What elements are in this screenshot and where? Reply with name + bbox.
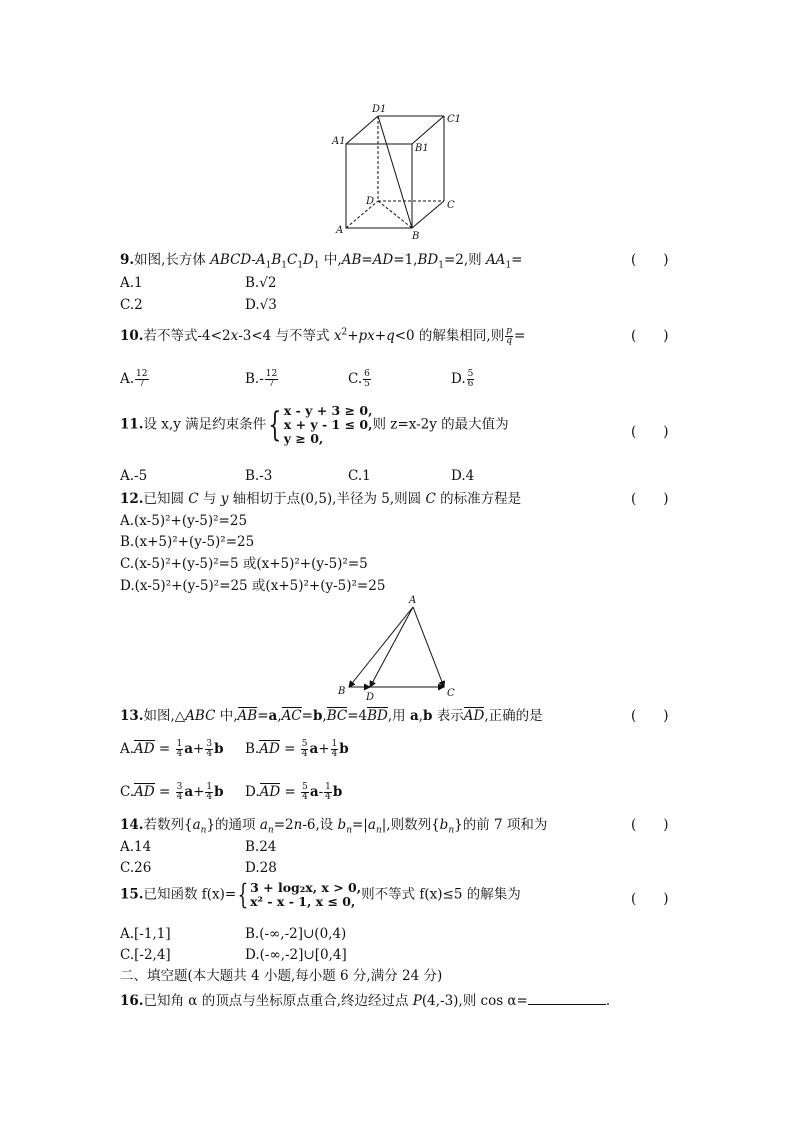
question-11: 11.设 x,y 满足约束条件{ x - y + 3 ≥ 0, x + y - 1 ≤ 0, y ≥ 0, 则 z=x-2y 的最大值为 — [120, 403, 509, 446]
question-9: 9.如图,长方体 ABCD-$A_1B_1C_1D_1$ 中$,AB=AD=1,BD_1=2$,则 $AA_1=$ — [120, 252, 523, 271]
vector-AC — [413, 607, 444, 687]
label-A: A — [409, 595, 417, 606]
label-B: B — [338, 686, 346, 697]
q13-option-d: D.AD = $\frac{5}{4}$ a- $\frac{1}{4}$ b — [245, 782, 343, 802]
question-10: 10.若不等式-4<2x-3<4 与不等式 $x^2+px+q<0$ 的解集相同,则 $\frac{p}{q}$ = — [120, 326, 526, 346]
answer-paren-15: ( ) — [631, 891, 669, 907]
answer-paren-9: ( ) — [631, 252, 669, 268]
q14-option-d: D.28 — [245, 860, 277, 876]
q11-option-b: B.-3 — [245, 468, 273, 484]
q9-option-c: C.2 — [120, 297, 143, 313]
label-D: D — [366, 196, 375, 207]
question-12: 12.已知圆 C 与 y 轴相切于点(0,5),半径为 5,则圆 C 的标准方程是 — [120, 491, 522, 507]
q11-option-a: A.-5 — [120, 468, 148, 484]
label-D1: D1 — [372, 104, 387, 115]
q10-option-d: D. $\frac{5}{6}$ — [451, 369, 474, 389]
cuboid-figure — [328, 100, 468, 240]
q14-option-b: B.24 — [245, 839, 277, 855]
question-15: 15.已知函数 f(x)={ 3 + log₂x, x > 0, x² - x - 1, x ≤ 0, 则不等式 f(x)≤5 的解集为 — [120, 878, 521, 911]
answer-blank-16[interactable] — [528, 991, 606, 1005]
q9-option-d: D.√3 — [245, 297, 277, 313]
q14-option-a: A.14 — [120, 839, 152, 855]
label-B1: B1 — [415, 143, 429, 154]
q11-option-d: D.4 — [451, 468, 475, 484]
answer-paren-13: ( ) — [631, 708, 669, 724]
question-13: 13.如图,△ABC 中,AB=a,AC=b,BC=4BD,用 a,b 表示AD,正确的是 — [120, 708, 543, 724]
label-A1: A1 — [332, 136, 346, 147]
answer-paren-12: ( ) — [631, 491, 669, 507]
label-C1: C1 — [447, 114, 462, 125]
q15-option-a: A.[-1,1] — [120, 926, 171, 942]
answer-paren-11: ( ) — [631, 424, 669, 440]
triangle-figure — [334, 594, 464, 704]
label-B: B — [412, 231, 420, 240]
vector-AD — [370, 607, 413, 687]
q12-option-a: A.(x-5)²+(y-5)²=25 — [120, 513, 248, 529]
q12-option-c: C.(x-5)²+(y-5)²=5 或(x+5)²+(y-5)²=5 — [120, 556, 368, 572]
section-title-fill-in: 二、填空题(本大题共 4 小题,每小题 6 分,满分 24 分) — [120, 968, 443, 984]
q10-option-a: A. $\frac{12}{7}$ — [120, 369, 148, 389]
label-C: C — [447, 200, 455, 211]
q12-option-d: D.(x-5)²+(y-5)²=25 或(x+5)²+(y-5)²=25 — [120, 578, 386, 594]
vector-AB — [349, 607, 413, 687]
label-D: D — [366, 692, 375, 703]
q13-option-b: B.AD = $\frac{5}{4}$ a+ $\frac{1}{4}$ b — [245, 739, 349, 759]
q11-option-c: C.1 — [348, 468, 371, 484]
q13-option-c: C.AD = $\frac{3}{4}$ a+ $\frac{1}{4}$ b — [120, 782, 224, 802]
q14-option-c: C.26 — [120, 860, 152, 876]
q9-option-a: A.1 — [120, 275, 143, 291]
label-A: A — [336, 225, 344, 236]
label-C: C — [447, 688, 455, 699]
question-16: 16.已知角 α 的顶点与坐标原点重合,终边经过点 P(4,-3),则 cos α= . — [120, 993, 611, 1009]
q10-option-c: C. $\frac{6}{5}$ — [348, 369, 370, 389]
q13-option-a: A.AD = $\frac{1}{4}$ a+ $\frac{3}{4}$ b — [120, 739, 224, 759]
q12-option-b: B.(x+5)²+(y-5)²=25 — [120, 534, 255, 550]
answer-paren-14: ( ) — [631, 817, 669, 833]
q10-option-b: B.- $\frac{12}{7}$ — [245, 369, 278, 389]
front-face — [346, 144, 412, 228]
q15-option-c: C.[-2,4] — [120, 947, 171, 963]
q9-option-b: B.√2 — [245, 275, 277, 291]
q15-option-b: B.(-∞,-2]∪(0,4) — [245, 926, 347, 942]
answer-paren-10: ( ) — [631, 328, 669, 344]
question-14: 14.若数列$\{a_n\}$的通项 $a_n=2n-6$,设 $b_n=|a_n|$,则数列$\{b_n\}$的前 7 项和为 — [120, 817, 548, 836]
q15-option-d: D.(-∞,-2]∪[0,4] — [245, 947, 347, 963]
